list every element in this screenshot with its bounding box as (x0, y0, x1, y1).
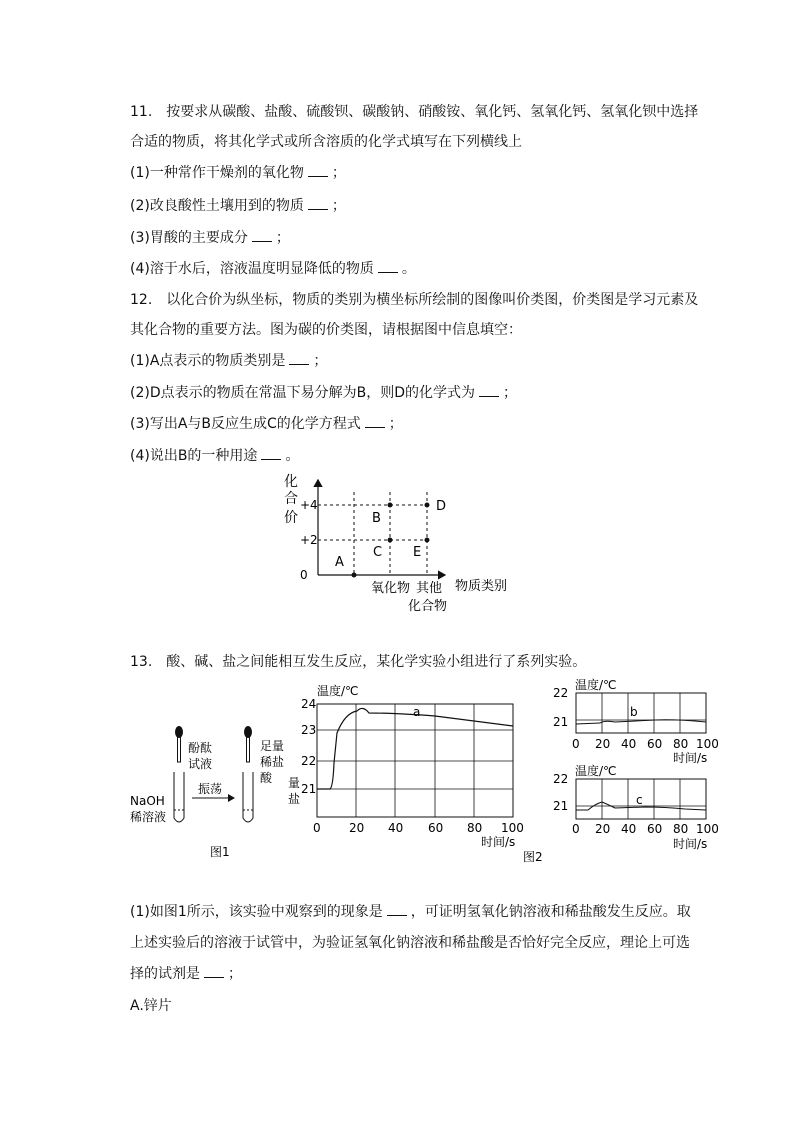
q12-part3 (130, 414, 403, 434)
q11-part1-text: (1)一种常作干燥剂的氧化物 (130, 165, 304, 181)
series-a-line (317, 708, 513, 789)
indicator-label: 试液 (188, 757, 213, 771)
test-tube-icon (174, 772, 184, 822)
answer-blank[interactable] (289, 351, 309, 365)
q12-part4-text: (4)说出B的一种用途 (130, 448, 258, 464)
x-tick-label: 40 (388, 821, 404, 835)
y-label-char: 价 (284, 510, 298, 526)
q11-stem-line2: 合适的物质，将其化学式或所含溶质的化学式填写在下列横线上 (130, 134, 522, 150)
q12-part3-punct: ； (388, 416, 403, 432)
q12-part1-text: (1)A点表示的物质类别是 (130, 353, 286, 369)
series-label: b (630, 705, 638, 719)
answer-blank[interactable] (378, 259, 398, 273)
indicator-label: 酚酞 (188, 741, 213, 755)
y-tick-label: +4 (300, 498, 318, 512)
acid-label: 足量 (260, 739, 285, 753)
y-tick-label: 0 (300, 568, 308, 582)
y-tick-label: 24 (301, 697, 317, 711)
x-tick-label: 0 (572, 737, 580, 751)
point-d (425, 503, 430, 508)
figure-1-apparatus (120, 720, 300, 865)
x-tick-label: 20 (595, 737, 611, 751)
point-label-e: E (413, 545, 422, 560)
q13-part1-line3 (130, 964, 242, 984)
x-axis-label: 时间/s (673, 751, 708, 765)
point-label-b: B (372, 511, 381, 526)
acid-label: 酸 (260, 771, 273, 785)
grid (317, 704, 513, 817)
q11-stem-line1: 11. 按要求从碳酸、盐酸、硫酸钡、碳酸钠、硝酸铵、氧化钙、氢氧化钙、氢氧化钡中选择 (130, 104, 699, 120)
side-label: 盐 (288, 792, 301, 806)
test-tube-icon (243, 772, 253, 822)
x-tick-label: 100 (696, 822, 719, 836)
y-axis-label: 温度/℃ (575, 764, 617, 778)
y-label-char: 化 (284, 474, 298, 490)
q12-stem-line1: 12. 以化合价为纵坐标，物质的类别为横坐标所绘制的图像叫价类图，价类图是学习元素及 (130, 292, 699, 308)
q11-part2-text: (2)改良酸性土壤用到的物质 (130, 198, 304, 214)
side-label: 量 (288, 776, 301, 790)
q12-part1-punct: ； (313, 353, 328, 369)
dropper-icon (175, 726, 183, 762)
q12-part1 (130, 351, 327, 371)
plot-frame (576, 693, 706, 733)
figure-2-chart-b (545, 676, 735, 766)
figure-caption: 图1 (210, 845, 230, 859)
x-tick-label: 0 (313, 821, 321, 835)
point-c (388, 538, 393, 543)
q13-part1-punct: ； (228, 966, 242, 982)
series-label: c (636, 793, 643, 807)
answer-blank[interactable] (308, 163, 328, 177)
q11-part4-punct: 。 (401, 261, 416, 277)
q13-part1-line1 (130, 902, 691, 922)
answer-blank[interactable] (308, 196, 328, 210)
point-e (425, 538, 430, 543)
q13-part1-line2: 上述实验后的溶液于试管中，为验证氢氧化钠溶液和稀盐酸是否恰好完全反应，理论上可选 (130, 935, 690, 951)
x-tick-label: 100 (501, 821, 524, 835)
x-tick-label: 20 (349, 821, 365, 835)
x-tick-label: 80 (467, 821, 483, 835)
acid-label: 稀盐 (260, 755, 285, 769)
q12-part2 (130, 383, 517, 403)
q13-part1-text: (1)如图1所示，该实验中观察到的现象是 (130, 904, 383, 920)
tube-label: 稀溶液 (130, 810, 167, 824)
q12-part4 (130, 446, 299, 466)
point-label-d: D (436, 499, 447, 514)
y-tick-label: 22 (553, 772, 569, 786)
q11-part4-text: (4)溶于水后，溶液温度明显降低的物质 (130, 261, 374, 277)
q13-part1-text-end: 择的试剂是 (130, 966, 200, 982)
answer-blank[interactable] (387, 902, 407, 916)
grid (576, 693, 706, 733)
y-tick-label: +2 (300, 533, 318, 547)
q12-stem-line2: 其化合物的重要方法。图为碳的价类图，请根据图中信息填空： (130, 322, 522, 338)
x-axis-label: 物质类别 (455, 579, 508, 594)
answer-blank[interactable] (261, 446, 281, 460)
q12-part3-text: (3)写出A与B反应生成C的化学方程式 (130, 416, 361, 432)
series-label: a (413, 705, 421, 719)
x-tick-label: 0 (572, 822, 580, 836)
x-axis-label: 时间/s (481, 835, 516, 849)
tube-label: NaOH (130, 794, 165, 808)
shake-label: 振荡 (198, 782, 223, 796)
x-tick-label: 60 (647, 737, 663, 751)
q11-part1-punct: ； (331, 165, 346, 181)
point-b (388, 503, 393, 508)
figure-2-chart-a (285, 683, 543, 864)
y-tick-label: 21 (553, 799, 569, 813)
x-tick-label: 60 (647, 822, 663, 836)
point-label-c: C (373, 545, 383, 560)
q11-part2-punct: ； (331, 198, 346, 214)
y-axis-label: 温度/℃ (575, 678, 617, 692)
y-tick-label: 23 (301, 723, 317, 737)
point-label-a: A (335, 555, 344, 570)
y-axis-label: 温度/℃ (317, 684, 359, 698)
answer-blank[interactable] (479, 383, 499, 397)
y-tick-label: 21 (553, 715, 569, 729)
x-tick-label: 100 (696, 737, 719, 751)
q12-part2-text: (2)D点表示的物质在常温下易分解为B，则D的化学式为 (130, 385, 475, 401)
option-a: A.锌片 (130, 998, 172, 1014)
q11-part3-text: (3)胃酸的主要成分 (130, 230, 248, 246)
dropper-icon (244, 726, 252, 762)
x-tick-label: 60 (428, 821, 444, 835)
x-tick-label: 80 (673, 822, 689, 836)
plot-frame (317, 704, 513, 817)
x-axis-label: 时间/s (673, 837, 708, 851)
q11-part3-punct: ； (275, 230, 290, 246)
y-label-char: 合 (284, 491, 298, 507)
answer-blank[interactable] (365, 414, 385, 428)
y-tick-label: 22 (553, 686, 569, 700)
q13-part1-text-cont: ，可证明氢氧化钠溶液和稀盐酸发生反应。取 (410, 904, 691, 920)
q11-part4 (130, 259, 416, 279)
y-tick-label: 22 (301, 754, 317, 768)
x-tick-label: 80 (673, 737, 689, 751)
x-tick-label: 20 (595, 822, 611, 836)
x-category: 其他 (416, 581, 443, 596)
answer-blank[interactable] (252, 228, 272, 242)
q13-stem: 13. 酸、碱、盐之间能相互发生反应，某化学实验小组进行了系列实验。 (130, 654, 587, 670)
q11-part1 (130, 163, 346, 183)
carbon-valence-diagram (270, 470, 530, 620)
q12-part4-punct: 。 (285, 448, 300, 464)
x-tick-label: 40 (621, 822, 637, 836)
q11-part2 (130, 196, 346, 216)
figure-2-chart-c (545, 760, 735, 852)
x-tick-label: 40 (621, 737, 637, 751)
figure-caption: 图2 (523, 850, 543, 864)
q12-part2-punct: ； (503, 385, 517, 401)
answer-blank[interactable] (204, 964, 224, 978)
x-category: 氧化物 (371, 581, 411, 596)
y-tick-label: 21 (301, 782, 317, 796)
q11-part3 (130, 228, 290, 248)
point-a (352, 573, 357, 578)
x-category: 化合物 (408, 599, 448, 614)
